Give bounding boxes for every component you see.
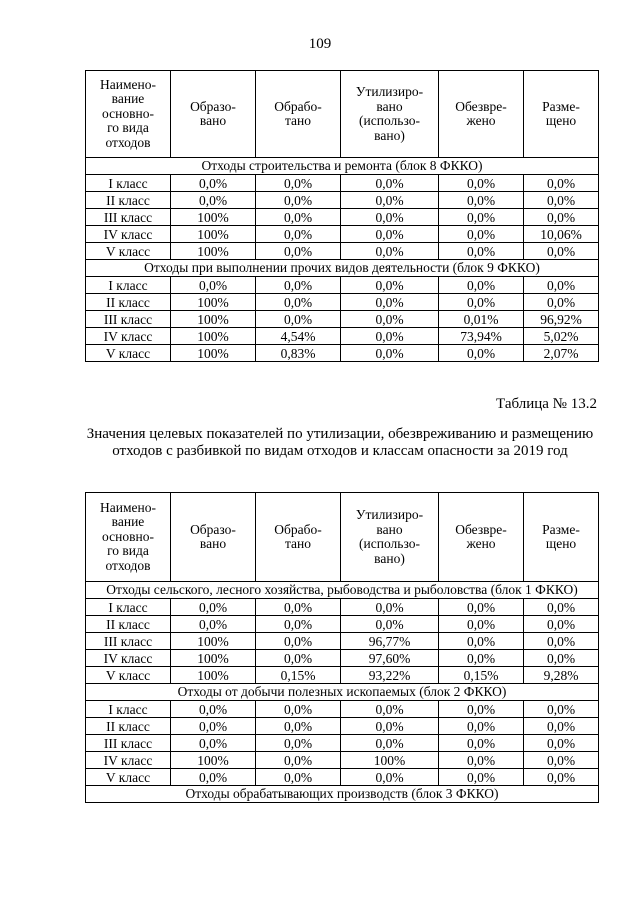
value-cell: 0,0% <box>439 633 524 650</box>
column-header: Утилизиро- вано (использо- вано) <box>341 71 439 158</box>
value-cell: 93,22% <box>341 667 439 684</box>
table-row <box>86 650 599 667</box>
value-cell: 0,0% <box>341 175 439 192</box>
value-cell: 0,0% <box>341 192 439 209</box>
hazard-class-cell: I класс <box>86 701 171 718</box>
value-cell: 0,0% <box>256 311 341 328</box>
value-cell: 100% <box>171 311 256 328</box>
value-cell: 0,0% <box>256 752 341 769</box>
column-header: Обезвре- жено <box>439 71 524 158</box>
table-row <box>86 769 599 786</box>
value-cell: 0,0% <box>341 769 439 786</box>
value-cell: 0,0% <box>341 701 439 718</box>
table-row <box>86 633 599 650</box>
section-title: Отходы сельского, лесного хозяйства, рыбоводства и рыболовства (блок 1 ФККО) <box>86 582 599 599</box>
column-header: Обрабо- тано <box>256 493 341 582</box>
table-title: Значения целевых показателей по утилизации, обезвреживанию и размещению отходов с разбивкой по видам отходов и классам опасности за 2019 год <box>86 426 594 459</box>
value-cell: 0,0% <box>341 209 439 226</box>
hazard-class-cell: II класс <box>86 192 171 209</box>
hazard-class-cell: I класс <box>86 175 171 192</box>
value-cell: 5,02% <box>524 328 599 345</box>
value-cell: 4,54% <box>256 328 341 345</box>
value-cell: 100% <box>171 209 256 226</box>
column-header: Обрабо- тано <box>256 71 341 158</box>
value-cell: 0,0% <box>256 616 341 633</box>
table-row <box>86 294 599 311</box>
table-row <box>86 718 599 735</box>
value-cell: 0,15% <box>256 667 341 684</box>
value-cell: 0,0% <box>256 701 341 718</box>
value-cell: 100% <box>171 752 256 769</box>
value-cell: 0,0% <box>439 294 524 311</box>
hazard-class-cell: III класс <box>86 209 171 226</box>
value-cell: 0,0% <box>439 769 524 786</box>
value-cell: 0,0% <box>171 599 256 616</box>
value-cell: 100% <box>171 667 256 684</box>
column-header: Наимено- вание основно- го вида отходов <box>86 493 171 582</box>
value-cell: 0,0% <box>524 650 599 667</box>
column-header: Образо- вано <box>171 493 256 582</box>
waste-table-1 <box>85 70 599 362</box>
value-cell: 0,0% <box>524 769 599 786</box>
value-cell: 100% <box>171 345 256 362</box>
value-cell: 0,0% <box>439 616 524 633</box>
table-row <box>86 328 599 345</box>
value-cell: 0,0% <box>341 735 439 752</box>
value-cell: 0,0% <box>171 192 256 209</box>
value-cell: 9,28% <box>524 667 599 684</box>
section-row <box>86 582 599 599</box>
value-cell: 0,0% <box>439 209 524 226</box>
hazard-class-cell: IV класс <box>86 650 171 667</box>
section-title: Отходы от добычи полезных ископаемых (блок 2 ФККО) <box>86 684 599 701</box>
value-cell: 73,94% <box>439 328 524 345</box>
value-cell: 100% <box>171 226 256 243</box>
value-cell: 0,0% <box>256 192 341 209</box>
table-row <box>86 735 599 752</box>
value-cell: 0,0% <box>524 616 599 633</box>
value-cell: 0,0% <box>171 616 256 633</box>
value-cell: 0,0% <box>256 226 341 243</box>
value-cell: 0,0% <box>341 599 439 616</box>
value-cell: 97,60% <box>341 650 439 667</box>
section-row <box>86 260 599 277</box>
table-row <box>86 599 599 616</box>
section-row <box>86 684 599 701</box>
value-cell: 0,0% <box>524 599 599 616</box>
value-cell: 0,0% <box>256 277 341 294</box>
hazard-class-cell: IV класс <box>86 328 171 345</box>
value-cell: 0,0% <box>256 209 341 226</box>
value-cell: 0,0% <box>524 701 599 718</box>
column-header: Разме- щено <box>524 493 599 582</box>
section-row <box>86 786 599 803</box>
hazard-class-cell: II класс <box>86 616 171 633</box>
hazard-class-cell: I класс <box>86 599 171 616</box>
section-row <box>86 158 599 175</box>
value-cell: 0,0% <box>341 345 439 362</box>
section-title: Отходы при выполнении прочих видов деятельности (блок 9 ФККО) <box>86 260 599 277</box>
value-cell: 0,0% <box>171 701 256 718</box>
value-cell: 0,0% <box>171 277 256 294</box>
value-cell: 0,0% <box>341 616 439 633</box>
table-row <box>86 345 599 362</box>
value-cell: 0,0% <box>439 701 524 718</box>
column-header: Обезвре- жено <box>439 493 524 582</box>
value-cell: 0,0% <box>524 752 599 769</box>
hazard-class-cell: III класс <box>86 311 171 328</box>
value-cell: 0,0% <box>171 735 256 752</box>
value-cell: 0,0% <box>439 192 524 209</box>
value-cell: 0,0% <box>171 718 256 735</box>
value-cell: 0,0% <box>524 209 599 226</box>
value-cell: 0,0% <box>256 650 341 667</box>
value-cell: 100% <box>171 294 256 311</box>
value-cell: 0,0% <box>256 243 341 260</box>
value-cell: 0,0% <box>524 735 599 752</box>
value-cell: 0,0% <box>341 311 439 328</box>
value-cell: 0,0% <box>524 243 599 260</box>
value-cell: 96,92% <box>524 311 599 328</box>
hazard-class-cell: V класс <box>86 243 171 260</box>
value-cell: 10,06% <box>524 226 599 243</box>
section-title: Отходы строительства и ремонта (блок 8 ФККО) <box>86 158 599 175</box>
value-cell: 0,0% <box>524 192 599 209</box>
table-row <box>86 701 599 718</box>
value-cell: 0,0% <box>439 345 524 362</box>
table-row <box>86 226 599 243</box>
column-header: Наимено- вание основно- го вида отходов <box>86 71 171 158</box>
table-row <box>86 277 599 294</box>
hazard-class-cell: III класс <box>86 633 171 650</box>
table-row <box>86 209 599 226</box>
value-cell: 0,0% <box>439 226 524 243</box>
column-header: Образо- вано <box>171 71 256 158</box>
table-row <box>86 667 599 684</box>
value-cell: 0,0% <box>341 243 439 260</box>
value-cell: 0,0% <box>341 718 439 735</box>
section-title: Отходы обрабатывающих производств (блок 3 ФККО) <box>86 786 599 803</box>
value-cell: 96,77% <box>341 633 439 650</box>
value-cell: 0,0% <box>439 277 524 294</box>
value-cell: 0,0% <box>171 175 256 192</box>
value-cell: 0,0% <box>439 175 524 192</box>
value-cell: 0,0% <box>341 294 439 311</box>
value-cell: 0,0% <box>171 769 256 786</box>
value-cell: 100% <box>171 328 256 345</box>
value-cell: 0,0% <box>341 226 439 243</box>
hazard-class-cell: V класс <box>86 667 171 684</box>
value-cell: 0,0% <box>524 294 599 311</box>
header-row <box>86 493 599 582</box>
value-cell: 0,0% <box>524 718 599 735</box>
value-cell: 0,83% <box>256 345 341 362</box>
value-cell: 100% <box>171 650 256 667</box>
table-row <box>86 616 599 633</box>
value-cell: 0,0% <box>256 294 341 311</box>
hazard-class-cell: V класс <box>86 345 171 362</box>
value-cell: 0,0% <box>256 599 341 616</box>
value-cell: 0,0% <box>439 243 524 260</box>
value-cell: 0,15% <box>439 667 524 684</box>
column-header: Разме- щено <box>524 71 599 158</box>
table-label: Таблица № 13.2 <box>496 396 597 412</box>
value-cell: 100% <box>341 752 439 769</box>
hazard-class-cell: IV класс <box>86 226 171 243</box>
hazard-class-cell: IV класс <box>86 752 171 769</box>
value-cell: 0,0% <box>341 277 439 294</box>
value-cell: 0,0% <box>341 328 439 345</box>
table-row <box>86 243 599 260</box>
value-cell: 2,07% <box>524 345 599 362</box>
value-cell: 0,0% <box>439 718 524 735</box>
header-row <box>86 71 599 158</box>
value-cell: 100% <box>171 243 256 260</box>
value-cell: 0,0% <box>256 718 341 735</box>
table-row <box>86 175 599 192</box>
value-cell: 0,0% <box>524 277 599 294</box>
hazard-class-cell: II класс <box>86 294 171 311</box>
value-cell: 0,0% <box>256 769 341 786</box>
value-cell: 0,0% <box>256 735 341 752</box>
hazard-class-cell: II класс <box>86 718 171 735</box>
value-cell: 0,0% <box>256 633 341 650</box>
value-cell: 0,0% <box>524 633 599 650</box>
value-cell: 0,01% <box>439 311 524 328</box>
value-cell: 0,0% <box>439 752 524 769</box>
value-cell: 0,0% <box>439 599 524 616</box>
hazard-class-cell: V класс <box>86 769 171 786</box>
value-cell: 0,0% <box>439 735 524 752</box>
value-cell: 0,0% <box>524 175 599 192</box>
column-header: Утилизиро- вано (использо- вано) <box>341 493 439 582</box>
table-row <box>86 192 599 209</box>
table-row <box>86 752 599 769</box>
value-cell: 100% <box>171 633 256 650</box>
value-cell: 0,0% <box>256 175 341 192</box>
value-cell: 0,0% <box>439 650 524 667</box>
hazard-class-cell: I класс <box>86 277 171 294</box>
table-row <box>86 311 599 328</box>
page-number: 109 <box>308 36 332 52</box>
hazard-class-cell: III класс <box>86 735 171 752</box>
waste-table-2 <box>85 492 599 803</box>
